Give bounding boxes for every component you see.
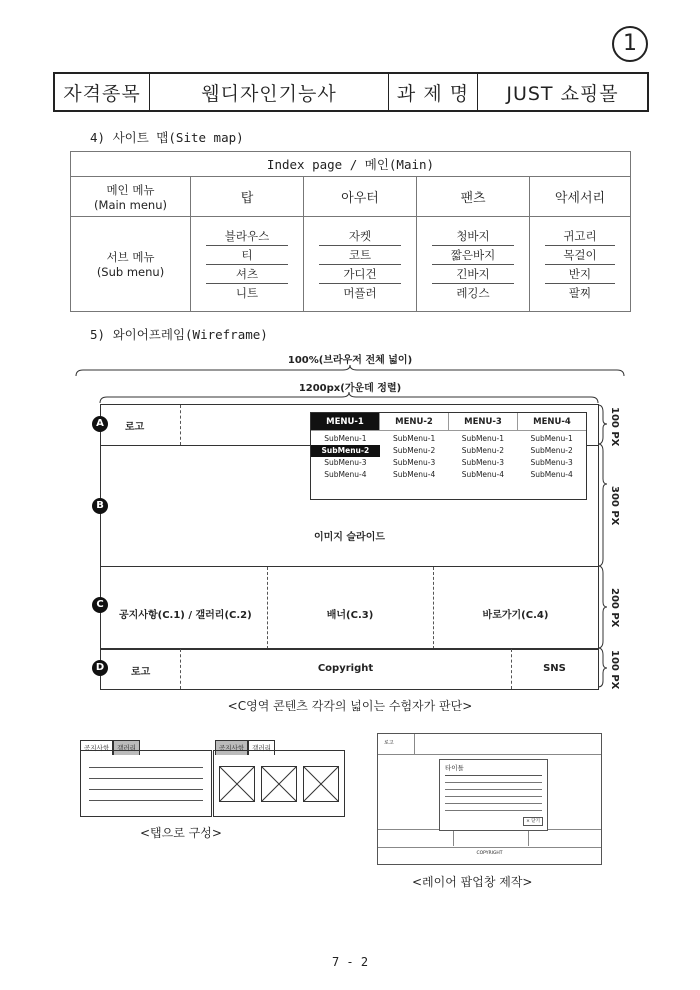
badge-d: D xyxy=(92,660,108,676)
tab-gallery: 갤러리 xyxy=(113,740,140,755)
category-label: 자격종목 xyxy=(54,73,150,111)
wireframe-footer-area xyxy=(100,648,599,690)
layer-popup xyxy=(439,759,548,831)
sub-menu-list-accessory: 귀고리 목걸이 반지 팔찌 xyxy=(530,217,631,312)
page-number-badge: 1 xyxy=(612,26,648,62)
tab-caption: <탭으로 구성> xyxy=(140,826,222,840)
popup-logo-label: 로고 xyxy=(384,740,394,746)
gallery-image-placeholder xyxy=(219,766,255,802)
gallery-image-placeholder xyxy=(303,766,339,802)
submenu-col-1: SubMenu-1 SubMenu-2 SubMenu-3 SubMenu-4 xyxy=(311,433,380,481)
dim-c-label: 200 PX xyxy=(609,588,620,628)
title-label: 과 제 명 xyxy=(389,73,478,111)
content-width-label: 1200px(가운데 정렬) xyxy=(298,383,402,394)
dim-b-label: 300 PX xyxy=(609,486,620,526)
tab-notice: 공지사항 xyxy=(80,740,113,755)
header-divider xyxy=(180,405,181,445)
exam-header-table xyxy=(53,72,649,112)
wireframe-section-title: 5) 와이어프레임(Wireframe) xyxy=(90,327,268,342)
submenu-col-4: SubMenu-1 SubMenu-2 SubMenu-3 SubMenu-4 xyxy=(530,434,573,479)
category-value: 웹디자인기능사 xyxy=(150,73,389,111)
tab-example-gallery xyxy=(213,735,343,815)
sub-menu-label: 서브 메뉴 (Sub menu) xyxy=(71,217,191,312)
popup-close-button[interactable]: × 닫기 xyxy=(523,817,543,826)
dropdown-menu-wireframe xyxy=(310,412,587,500)
badge-b: B xyxy=(92,498,108,514)
tab-example-notice xyxy=(80,735,210,815)
banner-label: 배너(C.3) xyxy=(326,610,374,621)
tab-notice-2: 공지사항 xyxy=(215,740,248,755)
content-width-brace xyxy=(99,391,599,405)
main-menu-pants: 팬츠 xyxy=(417,177,530,217)
sitemap-section-title: 4) 사이트 맵(Site map) xyxy=(90,130,244,145)
title-value: JUST 쇼핑몰 xyxy=(478,73,649,111)
sns-label: SNS xyxy=(543,663,566,674)
main-menu-outer: 아우터 xyxy=(304,177,417,217)
header-logo-label: 로고 xyxy=(125,422,145,433)
notice-gallery-label: 공지사항(C.1) / 갤러리(C.2) xyxy=(119,610,252,621)
height-braces xyxy=(597,404,609,688)
menu-head-3: MENU-3 xyxy=(449,413,518,431)
full-width-brace xyxy=(75,364,625,378)
sitemap-table xyxy=(70,151,631,312)
submenu-col-2: SubMenu-1 SubMenu-2 SubMenu-3 SubMenu-4 xyxy=(392,434,436,479)
dim-a-label: 100 PX xyxy=(609,407,620,447)
slider-label: 이미지 슬라이드 xyxy=(313,532,386,543)
sub-menu-list-top: 블라우스 티 셔츠 니트 xyxy=(191,217,304,312)
popup-caption: <레이어 팝업창 제작> xyxy=(412,875,533,889)
popup-title: 타이틀 xyxy=(445,764,464,772)
page-footer-number: 7 - 2 xyxy=(331,955,369,969)
main-menu-top: 탑 xyxy=(191,177,304,217)
main-menu-accessory: 악세서리 xyxy=(530,177,631,217)
c-area-note: <C영역 콘텐츠 각각의 넓이는 수험자가 판단> xyxy=(227,699,473,713)
main-menu-label: 메인 메뉴 (Main menu) xyxy=(71,177,191,217)
footer-logo-label: 로고 xyxy=(131,667,151,678)
dim-d-label: 100 PX xyxy=(609,650,620,690)
badge-c: C xyxy=(92,597,108,613)
copyright-label: Copyright xyxy=(317,663,374,674)
tab-gallery-2: 갤러리 xyxy=(248,740,275,755)
badge-a: A xyxy=(92,416,108,432)
shortcut-label: 바로가기(C.4) xyxy=(482,610,549,621)
menu-head-2: MENU-2 xyxy=(380,413,449,431)
gallery-image-placeholder xyxy=(261,766,297,802)
submenu-col-3: SubMenu-1 SubMenu-2 SubMenu-3 SubMenu-4 xyxy=(461,434,505,479)
full-width-label: 100%(브라우저 전체 넓이) xyxy=(287,355,413,366)
menu-head-4: MENU-4 xyxy=(518,413,586,431)
sub-menu-list-outer: 자켓 코트 가디건 머플러 xyxy=(304,217,417,312)
menu-head-1: MENU-1 xyxy=(311,413,380,431)
sub-menu-list-pants: 청바지 짧은바지 긴바지 레깅스 xyxy=(417,217,530,312)
popup-copyright: COPYRIGHT xyxy=(476,851,503,856)
index-page-label: Index page / 메인(Main) xyxy=(71,152,631,177)
wireframe-content-area xyxy=(100,566,599,650)
popup-example xyxy=(377,733,602,865)
